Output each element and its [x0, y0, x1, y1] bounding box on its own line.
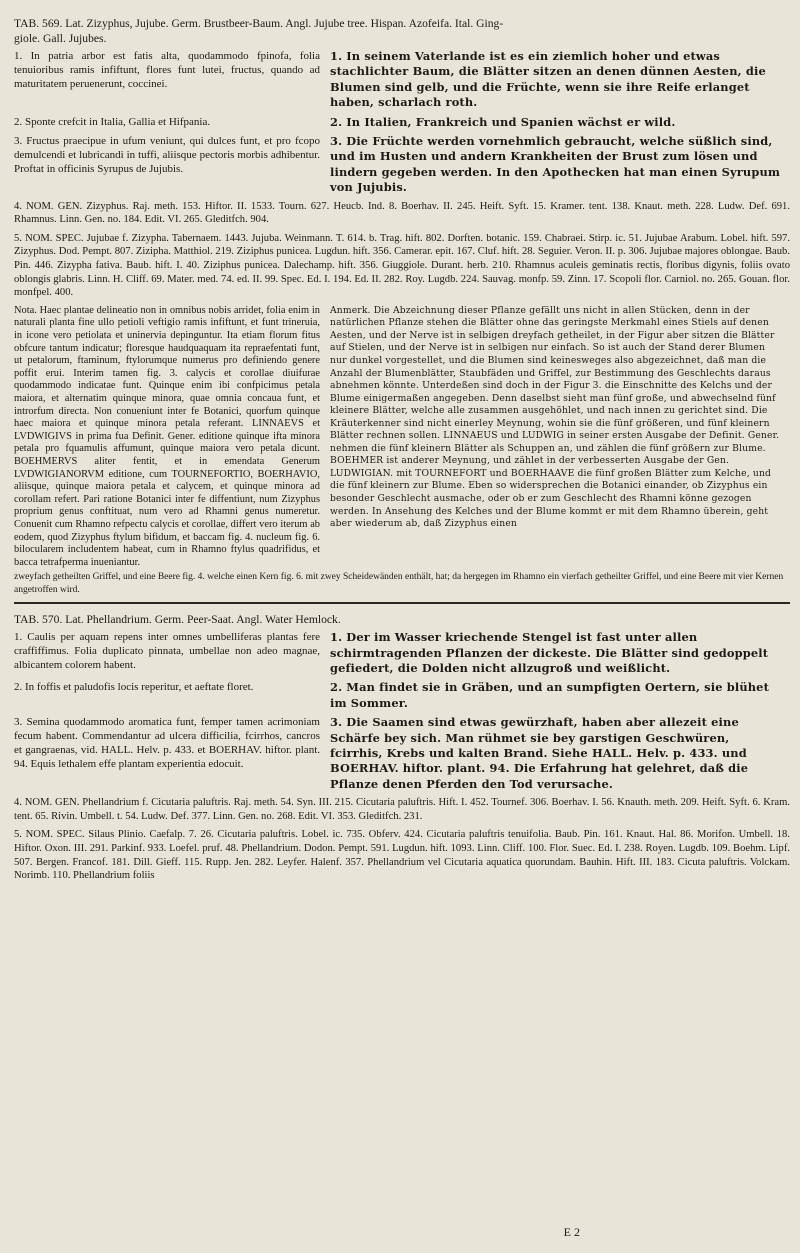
entry-569: [14, 16, 790, 596]
paragraph-pair: [14, 680, 790, 711]
species-names: 5. NOM. SPEC. Silaus Plinio. Caefalp. 7. 26. Cicutaria paluftris. Lobel. ic. 735. Obferv. 424. Cicutaria paluftris tenuifolia. Baub. Pin. 161. Knaut. Hal. 86. Morifon. Umbell. 18. Hiftor. Oxon. III. 291. Parkinf. 933. Loefel. pruf. 48. Phellandrium. Dodon. Pempt. 591. Lugdun. hift. 1093. Linn. Cliff. 100. Flor. Suec. Ed. I. 238. Royen. Lugdb. 109. Boehm. Lipf. 507. Bergen. Francof. 181. Dill. Gieff. 115. Rupp. Jen. 282. Leyfer. Halenf. 357. Phellandrium vel Cicutaria aquatica quorundam. Bauhin. Hift. III. 183. Cicuta paluftris. Volckam. Norimb. 110. Phellandrium foliis: [14, 829, 790, 882]
section-divider: [14, 602, 790, 604]
entry-header: [14, 16, 790, 46]
header-line: TAB. 570. Lat. Phellandrium. Germ. Peer-Saat. Angl. Water Hemlock.: [14, 613, 341, 627]
entry-header: [14, 612, 790, 627]
entry-570: [14, 612, 790, 883]
species-names: 5. NOM. SPEC. Jujubae f. Zizypha. Tabernaem. 1443. Jujuba. Weinmann. T. 614. b. Trag. hift. 802. Dorften. botanic. 159. Chabraei. Stirp. ic. 51. Jujubae Arabum. Lobel. hift. 597. Zizyphus. Dod. Pempt. 807. Zizipha. Matthiol. 219. Ziziphus punicea. Lugdun. hift. 356. Camerar. epit. 167. Cluf. hift. 28. Seguier. Veron. II. p. 306. Jujubae majores oblongae. Baub. Pin. 446. Zizypha fativa. Baub. hift. I. 40. Ziziphus punicea. Dalechamp. hift. 356. Giuggiole. Durant. herb. 210. Rhamnus aculeis geminatis rectis, floribus digynis, foliis ovato oblongis glabris. Linn. H. Cliff. 69. Mater. med. 74. ed. II. 99. Spec. Ed. I. 194. Ed. II. 282. Roy. Lugdb. 224. Sauvag. monfp. 59. Zinn. 17. Scopoli flor. Carniol. no. 265. Gouan. flor. monfpel. 400.: [14, 232, 790, 299]
paragraph-pair: [14, 115, 790, 130]
german-nota: Anmerk. Die Abzeichnung dieser Pflanze gefällt uns nicht in allen Stücken, denn in der natürlichen Pflanze stehen die Blätter ohne das geringste Merkmahl eines Stiels auf denen Aesten, und der Nerve ist in selbigen dreyfach getheilet, in der Figur aber sitzen die Blätter auf Stielen, und der Nerve ist in selbigen nur einfach. So ist auch der Stand derer Blumen nur dunkel vorgestellet, und die Blumen sind keinesweges also abgezeichnet, daß man die Anzahl der Blumenblätter, Staubfäden und Griffel, zur Bestimmung des Geschlechts daraus abnehmen könnte. Unterdeßen sind doch in der Figur 3. die Einschnitte des Kelchs und der Blume einigermaßen angegeben. Denn daselbst sieht man fünf große, und abwechselnd fünf kleinere Blätter, welche alle zusammen ausgehöhlet, und nach innen zu gerichtet sind. Die Kräuterkenner sind nicht einerley Meynung, wohin sie die fünf größeren, und fünf kleinern Blätter rechnen sollen. LINNAEUS und LUDWIG in seiner ersten Ausgabe der Definit. Gener. nehmen die fünf kleinern Blätter als Schuppen an, und zählen die fünf größern zur Blume. BOEHMER ist anderer Meynung, und zählet in der verbesserten Ausgabe der Gen. LUDWIGIAN. mit TOURNEFORT und BOERHAAVE die fünf großen Blätter zum Kelche, und die fünf kleinern zur Blume. Eben so widersprechen die Botanici einander, ob Zizyphus ein besonder Geschlecht ausmache, oder ob er zum Geschlecht des Rhamni könne gezogen werden. In Ansehung des Kelches und der Blume kommt er mit dem Rhamno überein, geht aber wiederum ab, daß Zizyphus einen: [330, 304, 780, 530]
header-line: giole. Gall. Jujubes.: [14, 32, 107, 45]
header-line: TAB. 569. Lat. Zizyphus, Jujube. Germ. Brustbeer-Baum. Angl. Jujube tree. Hispan. Azofeifa. Ital. Ging-: [14, 17, 504, 30]
german-text: 2. Man findet sie in Gräben, und an sumpfigten Oertern, sie blühet im Sommer.: [330, 680, 769, 710]
latin-text: 1. Caulis per aquam repens inter omnes umbelliferas plantas fere craffiffimus. Folia duplicato pinnata, umbellae non adeo magnae, albicantem colorem habent.: [14, 631, 320, 672]
latin-nota: Nota. Haec plantae delineatio non in omnibus nobis arridet, folia enim in naturali planta fine ullo petioli veftigio ramis infiftunt, et funt trineruia, in icone vero petiolata et uninervia depinguntur. Ita etiam florum fitus obfcure tantum indicatur; floresque haudquaquam ita repraefentati funt, ut petalorum, ftaminum, ftylorumque numerus pro definiendo genere poffit erui. Interim tamen fig. 3. calycis et corollae diuifurae quodammodo indicatae funt. Quinque enim ibi confpicimus petala maiora, et alternatim quinque minora, quae omnia concaua funt, et introrfum directa. Non conueniunt inter fe Botanici, quorfum quinque haec maiora et quinque minora petala referant. LINNAEVS et LVDWIGIVS in prima fua Definit. Gener. editione quinque ifta minora petala pro fquamulis affumunt, quinque maiora vero petala dicunt. BOEHMERVS aliter fentit, et in emendata Generum LVDWIGIANORVM editione, cum TOURNEFORTIO, BOERHAVIO, aliisque, quinque maiora petala et calycem, et quinque minora ad corollam refert. Pari ratione Botanici inter fe diffentiunt, num Zizyphus proprium genus conftituat, num vero ad Rhamni genus numeretur. Conuenit cum Rhamno refpectu calycis et corollae, differt vero iterum ab eodem, quod Zizyphus ftylum bifidum, et baccam fig. 4. nucleum fig. 6. bilocularem includentem habeat, cum in Rhamno ftylus quadrifidus, et bacca tetrafperma inueniantur.: [14, 304, 320, 568]
latin-text: 3. Fructus praecipue in ufum veniunt, qui dulces funt, et pro fcopo demulcendi et lubricandi in tuffi, aliisque pectoris morbis adhibentur. Proftat in officinis Syrupus de Jujubis.: [14, 135, 320, 176]
german-text: 1. Der im Wasser kriechende Stengel ist fast unter allen schirmtragenden Pflanzen der dickeste. Die Blätter sind gedoppelt gefiedert, die Dolden nicht allzugroß und weißlicht.: [330, 630, 769, 675]
genus-names: 4. NOM. GEN. Zizyphus. Raj. meth. 153. Hiftor. II. 1533. Tourn. 627. Heucb. Ind. 8. Boerhav. II. 245. Heift. Syft. 15. Kramer. tent. 138. Knaut. meth. 228. Ludw. Def. 691. Rhamnus. Linn. Gen. no. 184. Edit. VI. 265. Gleditfch. 904.: [14, 200, 790, 226]
signature-mark: E 2: [563, 1225, 580, 1239]
latin-text: 2. Sponte crefcit in Italia, Gallia et Hifpania.: [14, 115, 211, 128]
paragraph-pair: [14, 715, 790, 792]
german-text: 3. Die Früchte werden vornehmlich gebraucht, welche süßlich sind, und im Husten und andern Krankheiten der Brust zum lösen und lindern gegeben werden. In den Apothecken hat man einen Syrupum von Jujubis.: [330, 134, 781, 195]
paragraph-pair: [14, 134, 790, 196]
latin-text: 2. In foffis et paludofis locis reperitur, et aeftate floret.: [14, 681, 254, 694]
nota-end: zweyfach getheilten Griffel, und eine Beere fig. 4. welche einen Kern fig. 6. mit zwey Scheidewänden enthält, hat; da hergegen im Rhamno ein vierfach getheilter Griffel, und eine Beere mit vier Kernen angetroffen wird.: [14, 572, 784, 595]
latin-text: 3. Semina quodammodo aromatica funt, femper tamen acrimoniam fecum habent. Commendantur ad ulcera difficilia, fcirrhos, cancros et gangraenas, vid. HALL. Helv. p. 433. et BOERHAV. hiftor. plant. 94. Equis lethalem effe plantam experientia edocuit.: [14, 716, 320, 771]
genus-names: 4. NOM. GEN. Phellandrium f. Cicutaria paluftris. Raj. meth. 54. Syn. III. 215. Cicutaria paluftris. Hift. I. 452. Tournef. 306. Boerhav. I. 56. Knauth. meth. 209. Heift. Syft. 6. Kram. tent. 65. Rivin. Umbell. t. 54. Ludw. Def. 377. Linn. Gen. no. 268. Edit. VI. 353. Gleditfch. 231.: [14, 797, 790, 822]
german-text: 3. Die Saamen sind etwas gewürzhaft, haben aber allezeit eine Schärfe bey sich. Man rühmet sie bey garstigen Geschwüren, fcirrhis, Krebs und kalten Brand. Siehe HALL. Helv. p. 433. und BOERHAV. hiftor. plant. 94. Die Erfahrung hat gelehret, daß die Pflanze denen Pferden den Tod verursache.: [330, 715, 749, 791]
paragraph-pair: [14, 49, 790, 111]
german-text: 1. In seinem Vaterlande ist es ein ziemlich hoher und etwas stachlichter Baum, die Blätter sitzen an denen dünnen Aesten, die Blumen sind gelb, und die Früchte, wenn sie ihre Reife erlanget haben, scharlach roth.: [330, 49, 766, 110]
latin-text: 1. In patria arbor est fatis alta, quodammodo fpinofa, folia tenuioribus ramis infiftunt, flores funt lutei, fructus, quando ad maturitatem peruenerunt, coccinei.: [14, 50, 320, 90]
nota-block: [14, 305, 790, 569]
document-page: [14, 16, 790, 888]
german-text: 2. In Italien, Frankreich und Spanien wächst er wild.: [330, 114, 676, 129]
paragraph-pair: [14, 630, 790, 676]
